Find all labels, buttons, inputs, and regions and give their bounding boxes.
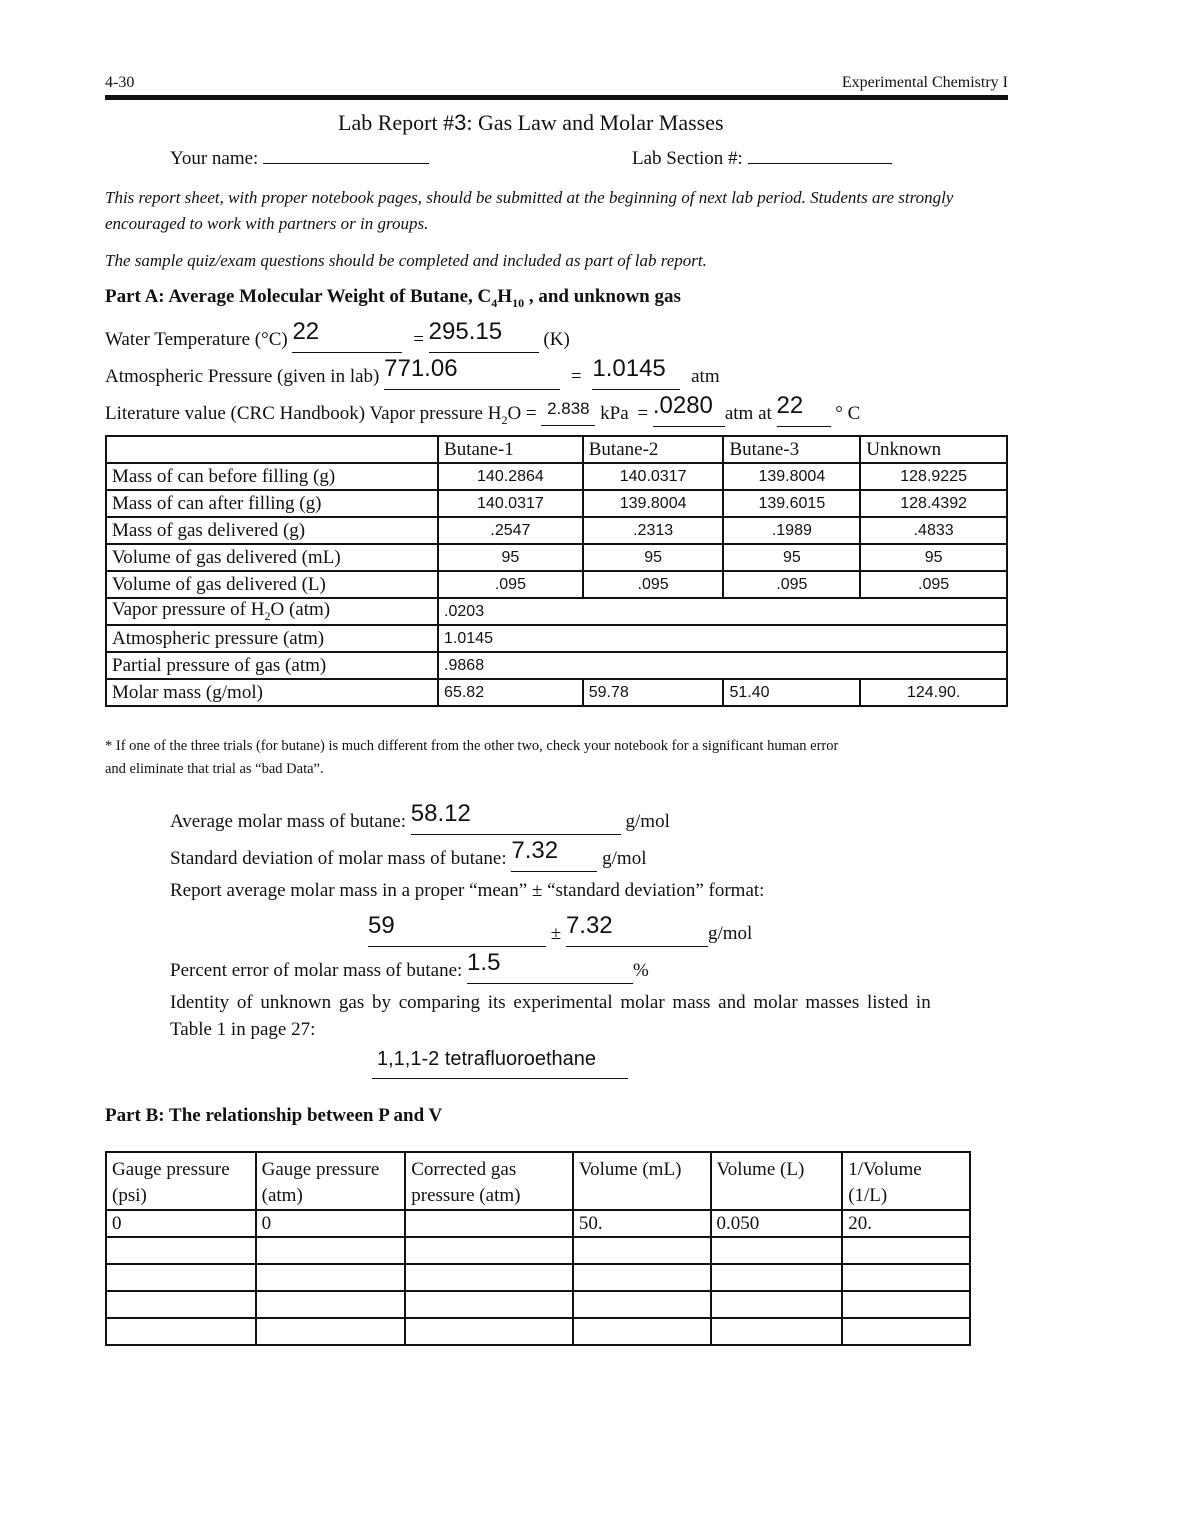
std-field[interactable]: 7.32 xyxy=(566,918,708,947)
table-cell[interactable] xyxy=(842,1318,970,1345)
table-cell[interactable]: 0.050 xyxy=(711,1210,843,1237)
average-molar-mass-field[interactable]: 58.12 xyxy=(411,806,621,835)
table-cell[interactable] xyxy=(256,1318,406,1345)
instructions-line-3: The sample quiz/exam questions should be completed and included as part of lab report. xyxy=(105,251,707,270)
table-row xyxy=(106,625,1007,652)
table-header-cell: Corrected gas pressure (atm) xyxy=(405,1152,573,1210)
row-label: Volume of gas delivered (L) xyxy=(106,571,438,598)
table-cell[interactable] xyxy=(106,1264,256,1291)
lab-section-field[interactable] xyxy=(632,148,892,170)
table-cell[interactable]: 140.0317 xyxy=(583,463,724,490)
lab-section-label: Lab Section #: xyxy=(632,148,743,169)
table-cell[interactable]: 128.4392 xyxy=(860,490,1007,517)
row-label: Mass of can before filling (g) xyxy=(106,463,438,490)
table-cell[interactable]: 1.0145 xyxy=(438,625,1007,652)
table-cell[interactable] xyxy=(405,1237,573,1264)
identity-line-2: Table 1 in page 27: xyxy=(170,1019,316,1040)
table-cell[interactable] xyxy=(405,1264,573,1291)
table-header-cell: Gauge pressure (psi) xyxy=(106,1152,256,1210)
std-dev-row: Standard deviation of molar mass of butane: 7.32 g/mol xyxy=(170,843,646,872)
table-cell[interactable] xyxy=(256,1237,406,1264)
table-cell[interactable]: .095 xyxy=(583,571,724,598)
course-title: Experimental Chemistry I xyxy=(841,74,1008,91)
atmospheric-pressure-row: Atmospheric Pressure (given in lab) 771.06 = 1.0145 atm xyxy=(105,361,720,390)
table-cell[interactable] xyxy=(711,1318,843,1345)
part-a-data-table xyxy=(105,435,1008,707)
instructions-line-1: This report sheet, with proper notebook pages, should be submitted at the beginning of next lab period. Students are strongly xyxy=(105,188,954,207)
footnote-line-1: * If one of the three trials (for butane) is much different from the other two, check your notebook for a significant human error xyxy=(105,738,839,754)
table-cell[interactable]: 128.9225 xyxy=(860,463,1007,490)
table-header-cell: Unknown xyxy=(860,436,1007,463)
table-cell[interactable] xyxy=(573,1264,711,1291)
row-label: Partial pressure of gas (atm) xyxy=(106,652,438,679)
average-molar-mass-row: Average molar mass of butane: 58.12 g/mol xyxy=(170,806,670,835)
table-row xyxy=(106,463,1007,490)
table-cell[interactable]: 95 xyxy=(583,544,724,571)
name-label: Your name: xyxy=(170,148,259,169)
page-number: 4-30 xyxy=(105,74,135,91)
table-cell[interactable] xyxy=(711,1264,843,1291)
table-cell[interactable]: 51.40 xyxy=(723,679,860,706)
table-cell[interactable]: 139.6015 xyxy=(723,490,860,517)
table-cell[interactable]: 140.2864 xyxy=(438,463,583,490)
instructions-line-2: encouraged to work with partners or in groups. xyxy=(105,214,429,233)
table-cell[interactable] xyxy=(711,1291,843,1318)
table-cell[interactable]: 0 xyxy=(106,1210,256,1237)
table-cell[interactable] xyxy=(842,1237,970,1264)
table-cell[interactable]: 50. xyxy=(573,1210,711,1237)
lit-atm-field[interactable]: .0280 xyxy=(653,398,725,427)
table-cell[interactable] xyxy=(106,1291,256,1318)
part-b-data-table xyxy=(105,1151,971,1346)
water-temp-c-field[interactable]: 22 xyxy=(292,324,402,353)
table-cell[interactable] xyxy=(711,1237,843,1264)
table-cell[interactable] xyxy=(106,1237,256,1264)
table-cell[interactable]: 124.90. xyxy=(860,679,1007,706)
table-header-cell: Volume (L) xyxy=(711,1152,843,1210)
table-cell[interactable]: 140.0317 xyxy=(438,490,583,517)
table-cell[interactable]: 95 xyxy=(723,544,860,571)
row-label: Atmospheric pressure (atm) xyxy=(106,625,438,652)
percent-error-row: Percent error of molar mass of butane: 1.5 % xyxy=(170,955,649,984)
table-header-row xyxy=(106,1152,970,1210)
table-row xyxy=(106,490,1007,517)
table-row xyxy=(106,1318,970,1345)
table-cell[interactable]: .0203 xyxy=(438,598,1007,625)
table-cell[interactable] xyxy=(106,1318,256,1345)
table-cell[interactable]: 20. xyxy=(842,1210,970,1237)
table-cell[interactable]: .9868 xyxy=(438,652,1007,679)
table-row xyxy=(106,1237,970,1264)
table-cell[interactable] xyxy=(842,1291,970,1318)
table-row xyxy=(106,571,1007,598)
table-cell[interactable] xyxy=(842,1264,970,1291)
row-label: Volume of gas delivered (mL) xyxy=(106,544,438,571)
percent-error-field[interactable]: 1.5 xyxy=(467,955,633,984)
table-row xyxy=(106,652,1007,679)
unknown-identity-field[interactable] xyxy=(372,1046,628,1079)
table-cell[interactable]: 139.8004 xyxy=(583,490,724,517)
name-field[interactable] xyxy=(170,148,429,170)
table-cell[interactable] xyxy=(256,1264,406,1291)
table-cell[interactable]: 59.78 xyxy=(583,679,724,706)
table-cell[interactable]: .095 xyxy=(860,571,1007,598)
table-cell[interactable]: .4833 xyxy=(860,517,1007,544)
lit-temp-field[interactable]: 22 xyxy=(777,398,831,427)
table-cell[interactable]: 95 xyxy=(438,544,583,571)
water-temp-k-field[interactable]: 295.15 xyxy=(429,324,539,353)
atm-converted-field[interactable]: 1.0145 xyxy=(592,361,680,390)
table-header-cell xyxy=(106,436,438,463)
unknown-identity-value: 1,1,1-2 tetrafluoroethane xyxy=(377,1048,597,1070)
table-cell[interactable]: 139.8004 xyxy=(723,463,860,490)
water-temperature-row: Water Temperature (°C) 22 = 295.15 (K) xyxy=(105,324,570,353)
table-row xyxy=(106,679,1007,706)
identity-line-1: Identity of unknown gas by comparing its experimental molar mass and molar masses listed in xyxy=(170,992,931,1013)
row-label: Vapor pressure of $H_2O$ (atm) xyxy=(106,598,438,625)
mean-field[interactable]: 59 xyxy=(368,918,546,947)
report-format-label: Report average molar mass in a proper “mean” ± “standard deviation” format: xyxy=(170,880,765,901)
table-cell[interactable]: .095 xyxy=(723,571,860,598)
row-label: Mass of gas delivered (g) xyxy=(106,517,438,544)
table-row xyxy=(106,1210,970,1237)
literature-vapor-row: Literature value (CRC Handbook) Vapor pressure $H_2O = 2.838$ kPa = .0280 atm at 22 ° C xyxy=(105,392,861,427)
table-cell[interactable] xyxy=(405,1210,573,1237)
table-header-cell: Gauge pressure (atm) xyxy=(256,1152,406,1210)
table-header-cell: Butane-2 xyxy=(583,436,724,463)
table-cell[interactable]: .1989 xyxy=(723,517,860,544)
mean-std-row: 59 ± 7.32 g/mol xyxy=(368,918,752,947)
table-cell[interactable]: 95 xyxy=(860,544,1007,571)
table-row xyxy=(106,517,1007,544)
table-cell[interactable]: 65.82 xyxy=(438,679,583,706)
table-cell[interactable]: .2313 xyxy=(583,517,724,544)
table-cell[interactable] xyxy=(256,1291,406,1318)
table-cell[interactable]: .2547 xyxy=(438,517,583,544)
table-header-row xyxy=(106,436,1007,463)
atm-pressure-field[interactable]: 771.06 xyxy=(384,361,560,390)
table-cell[interactable] xyxy=(573,1318,711,1345)
row-label: Mass of can after filling (g) xyxy=(106,490,438,517)
table-cell[interactable]: 0 xyxy=(256,1210,406,1237)
std-dev-field[interactable]: 7.32 xyxy=(511,843,597,872)
table-header-cell: Volume (mL) xyxy=(573,1152,711,1210)
header-rule xyxy=(105,95,1008,100)
table-row xyxy=(106,1264,970,1291)
part-a-heading: Part A: Average Molecular Weight of Butane, $C_4H_{10}$ , and unknown gas xyxy=(105,286,681,310)
table-header-cell: Butane-1 xyxy=(438,436,583,463)
table-row xyxy=(106,1291,970,1318)
table-row xyxy=(106,544,1007,571)
table-row xyxy=(106,598,1007,625)
table-cell[interactable] xyxy=(573,1291,711,1318)
footnote-line-2: and eliminate that trial as “bad Data”. xyxy=(105,761,324,777)
row-label: Molar mass (g/mol) xyxy=(106,679,438,706)
table-cell[interactable] xyxy=(405,1291,573,1318)
part-b-heading: Part B: The relationship between P and V xyxy=(105,1105,443,1126)
table-cell[interactable] xyxy=(573,1237,711,1264)
lit-kpa-field[interactable]: 2.838 xyxy=(541,403,595,426)
table-cell[interactable] xyxy=(405,1318,573,1345)
table-cell[interactable]: .095 xyxy=(438,571,583,598)
page-title: Lab Report #3: Gas Law and Molar Masses xyxy=(338,110,724,135)
table-header-cell: Butane-3 xyxy=(723,436,860,463)
table-header-cell: 1/Volume (1/L) xyxy=(842,1152,970,1210)
